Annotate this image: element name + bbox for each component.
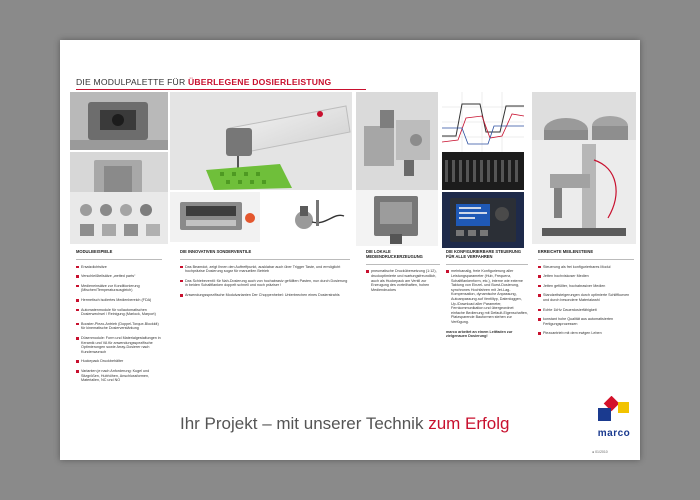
list-item-text: Standzeitsteigerungen durch optimierte Schliffkurven und durch besondere Materialwahl [543,293,630,302]
bullet-square-icon [76,323,79,326]
photo-chopper-device [264,192,352,242]
list-item-text: Das Beamdot, zeigt Ihnen den Auftreffpunkt, ausklabar auch über Trigger Taste, und ermöglicht hochpräzise Dosierung sogar für manuellen Betrieb [185,264,341,274]
slogan-accent: zum Erfolg [428,414,510,433]
list-item-text: Echte 1kHz Dauerdosierfähigkeit [543,307,597,312]
list-item-text: pneumatische Druckübersetzung (1:12), druckoptimierte und wartungsfreundlich, auch als Huckepack am Ventil zur Erzeugung des vorteilhaften, hohen Mediendruckes [371,269,437,292]
bullet-square-icon [538,266,541,269]
list-item [76,322,162,331]
bullet-square-icon [446,270,449,273]
bullet-square-icon [538,294,541,297]
column-rule [76,259,162,260]
bullet-square-icon [76,370,79,373]
bullet-square-icon [76,360,79,363]
list-item [76,359,162,364]
photo-waveform-chart [442,92,524,152]
bullet-square-icon [366,270,369,273]
bullet-square-icon [538,275,541,278]
photo-pressure-booster [356,92,438,190]
photo-slide-valve [170,192,260,242]
column-title: MODULBEISPIELE [76,249,113,254]
bullet-square-icon [76,285,79,288]
list-item [76,274,162,279]
list-item-text: Anwendungsspezifische Modulvarianten Der Choppenhebel: Unterbrechen eines Dosierstrahls [185,292,340,297]
list-item [538,331,634,336]
slogan [180,414,509,434]
list-item [538,308,634,313]
footer-code: ● 01/2010 [592,450,608,454]
list-item-text: Das Schiebeventil: für Nah-Dosierung auch von hochabrasiv gefüllten Pasten, nun durch Dosierung in beiden Schaltflanken doppelt schnell und noch präziser ! [185,278,348,288]
photo-controller-unit [442,192,524,248]
logo-wordmark: marco [597,428,631,439]
bullet-square-icon [76,299,79,302]
headline-accent: ÜBERLEGENE DOSIERLEISTUNG [187,77,332,87]
photo-handheld-dispenser [170,92,352,190]
column-title: DIE KONFIGURIERBARE STEUERUNG FÜR ALLE VERFAHREN [446,249,522,259]
bullet-square-icon [180,294,183,297]
list-item-text: Automatenmodule für vollautomatischen Dosierwechsel / Reinigung (Marlock, Marport) [81,307,156,317]
headline-rule [76,89,366,90]
list-item [76,336,162,354]
list-item [538,284,634,289]
list-item-text: Booster-Piezo-Antrieb (Doppel-Torque-Blockkit) für kinematische Dosierverstärkung [81,321,159,331]
slogan-prefix: Ihr Projekt – mit unserer Technik [180,414,429,433]
list-item-text: Ersatzdichtsitze [81,264,107,269]
column-modulbeispiele [76,250,162,388]
list-item-text: Varianten je nach Anforderung: Kugel und Sitzgrößen, Hubhöhen, Anschlussformen, Materialien, NC und NO [81,368,150,383]
column-title: DIE INNOVATIVEN SONDERVENTILE [180,249,252,254]
guideline-note: marco arbeitet an einem Leitfaden zur zielgenauen Dosierung! [446,329,513,339]
brochure-page [60,40,640,460]
column-title: DIE LOKALE MEDIENDRUCKERZEUGUNG [366,249,423,259]
bullet-square-icon [76,337,79,340]
list-item [76,298,162,303]
column-steuerung [446,250,528,339]
list-item [446,269,528,324]
headline [76,77,331,87]
column-rule [446,264,528,265]
column-sonderventile [180,250,350,303]
list-item-text: Jetten hochviskoser Medien [543,274,589,279]
list-item [76,284,162,293]
bullet-square-icon [538,309,541,312]
list-item [180,293,350,298]
list-item [180,279,350,288]
bullet-square-icon [76,275,79,278]
marco-logo [594,396,634,439]
photo-film-strip [442,152,524,190]
list-item [180,265,350,274]
column-rule [366,264,440,265]
list-item-text: Düsenmodule: Form und Materialgestaltungen in Keramik und VA für anwendungsspezifische Optimierungen sowie Array-Dosierer nach Kundenwunsch [81,335,161,354]
list-item [76,308,162,317]
list-item-text: Jetten gefüllter, hochabrasiver Medien [543,283,606,288]
photo-valve-module [70,92,168,150]
bullet-square-icon [538,285,541,288]
list-item-text: Verschleißteilsätze „wetted parts“ [81,274,136,279]
list-item [366,269,440,292]
bullet-square-icon [180,266,183,269]
list-item-text: Hermetisch isoliertes Medienbereich (FDA) [81,297,152,302]
column-meilensteine [538,250,634,341]
bullet-square-icon [538,332,541,335]
list-item-text: mehrkanalig, freie Konfigurierung aller Leistungsparameter (Hub, Frequenz, Schaltflankenform, etc.), interne wie externe Taktung von Einzel- und Burst-Dosierung, synchrones Hochfahren mit Jet-Lag-Kompensation, dynamische Anpassung, Autoanpassung auf Ventiltyp, Datenloggen, Up-/Download aller Parameter, Fernkommunikation und übergeordnet einfache Bedienung mit Default-Eigenschaften, Platzsparende Bauformen stehen zur Verfügung. [451,269,528,324]
marco-logo-icon [594,396,634,422]
list-item [76,369,162,383]
bullet-square-icon [538,318,541,321]
list-item-text: konstant hohe Qualität aus automatisierten Fertigungsprozessen [543,317,614,326]
photo-dispenser-stand [532,140,636,244]
column-rule [538,259,634,260]
bullet-square-icon [180,280,183,283]
list-item-text: Medieneinsätze zur Konditionierung (Mischen/Temperaturausgleich) [81,283,140,293]
list-item-text: Huckepack Druckbehälter [81,359,124,364]
photo-booster-housing [356,190,438,246]
column-mediendruckerzeugung [366,250,440,297]
list-item [76,265,162,270]
headline-prefix: DIE MODULPALETTE FÜR [76,77,188,87]
column-rule [180,259,350,260]
list-item [538,274,634,279]
bullet-square-icon [76,266,79,269]
list-item-text: Piezoantrieb mit dem ewigen Leben [543,331,602,336]
photo-parts-set [70,192,168,244]
list-item [538,293,634,302]
column-title: ERREICHTE MEILENSTEINE [538,249,594,254]
list-item-text: Steuerung als frei konfigurierbares Modul [543,264,611,269]
bullet-square-icon [76,309,79,312]
list-item [538,317,634,326]
list-item [538,265,634,270]
